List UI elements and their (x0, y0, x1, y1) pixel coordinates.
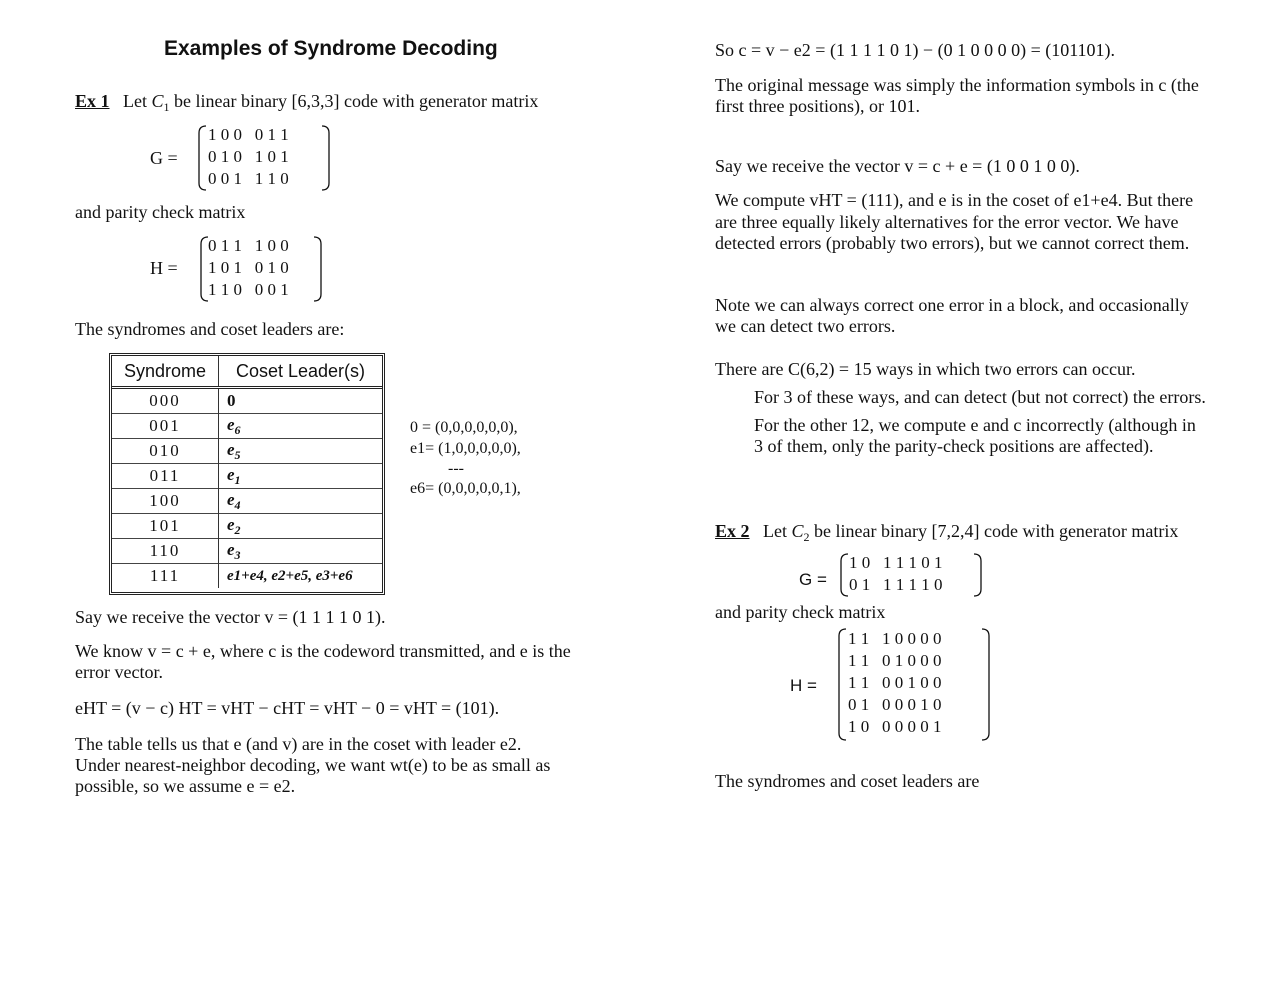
leader-sub: 4 (234, 497, 241, 512)
h-row: 0 1 1 1 0 0 (208, 236, 289, 255)
table-row (112, 414, 382, 439)
receive-text-2: Say we receive the vector v = c + e = (1 0 0 1 0 0). (715, 156, 1080, 176)
leader-cell (219, 414, 383, 439)
so-text: So c = v − e2 = (1 1 1 1 0 1) − (0 1 0 0 0 0) = (101101). (715, 40, 1116, 60)
page-title: Examples of Syndrome Decoding (164, 37, 498, 60)
h2-row: 1 0 0 0 0 0 1 (848, 717, 942, 736)
syndrome-cell: 011 (112, 464, 219, 489)
syndrome-cell: 001 (112, 414, 219, 439)
g-row: 1 0 0 0 1 1 (208, 125, 289, 144)
table-row (112, 388, 382, 414)
original-text-b: first three positions), or 101. (715, 96, 920, 116)
g-row: 0 1 0 1 0 1 (208, 147, 289, 166)
table-tells-text: The table tells us that e (and v) are in the coset with leader e2. (75, 734, 522, 754)
ex1-text-b: be linear binary [6,3,3] code with generator matrix (169, 91, 539, 111)
leader-cell (219, 489, 383, 514)
g2-matrix (849, 552, 943, 596)
e6-vector-note: e6= (0,0,0,0,0,1), (410, 480, 521, 497)
assume-text: possible, so we assume e = e2. (75, 776, 296, 796)
h-row: 1 1 0 0 0 1 (208, 280, 289, 299)
syndrome-cell: 101 (112, 514, 219, 539)
ex2-intro (715, 521, 1178, 548)
ex2-code: C (791, 521, 804, 541)
leader-sub: 2 (234, 522, 241, 537)
parity2-text: and parity check matrix (715, 602, 886, 622)
syndrome-cell: 111 (112, 564, 219, 589)
note-text-b: we can detect two errors. (715, 316, 896, 336)
leader-sub: 3 (234, 547, 241, 562)
h2-row: 1 1 0 0 1 0 0 (848, 673, 942, 692)
g2-row: 0 1 1 1 1 1 0 (849, 575, 943, 594)
syndrome-cell: 110 (112, 539, 219, 564)
for-twelve-text-a: For the other 12, we compute e and c incorrectly (although in (754, 415, 1196, 435)
know-text: We know v = c + e, where c is the codeword transmitted, and e is the error vector. (75, 641, 571, 682)
compute-text-c: detected errors (probably two errors), but we cannot correct them. (715, 233, 1190, 253)
h2-row: 1 1 0 1 0 0 0 (848, 651, 942, 670)
h2-matrix (848, 628, 942, 738)
ex1-code: C (151, 91, 164, 111)
ex1-label: Ex 1 (75, 91, 110, 111)
syndrome-cell: 010 (112, 439, 219, 464)
leader-cell (219, 464, 383, 489)
table-row (112, 564, 382, 589)
leader-sub: 1 (234, 472, 241, 487)
g2-matrix-label: G = (799, 570, 827, 589)
leader-cell: 0 (219, 388, 383, 414)
ex1-text-a: Let (123, 91, 152, 111)
g-matrix-label: G = (150, 148, 178, 168)
h2-matrix-label: H = (790, 676, 817, 695)
h2-row: 1 1 1 0 0 0 0 (848, 629, 942, 648)
leader-symbol: e (227, 514, 235, 534)
table-row (112, 489, 382, 514)
ex1-code-sub: 1 (163, 100, 170, 114)
coset-leader-header: Coset Leader(s) (219, 356, 383, 388)
syndrome-header: Syndrome (112, 356, 219, 388)
h-row: 1 0 1 0 1 0 (208, 258, 289, 277)
nearest-neighbor-text: Under nearest-neighbor decoding, we want wt(e) to be as small as (75, 755, 551, 775)
for-twelve-text-b: 3 of them, only the parity-check positions are affected). (754, 436, 1154, 456)
ex1-intro (75, 91, 538, 118)
table-row (112, 514, 382, 539)
g-row: 0 0 1 1 1 0 (208, 169, 289, 188)
table-row (112, 539, 382, 564)
g-matrix (208, 124, 289, 190)
compute-text-a: We compute vHT = (111), and e is in the coset of e1+e4. But there (715, 190, 1194, 210)
leader-sub: 5 (234, 447, 241, 462)
note-text-a: Note we can always correct one error in a block, and occasionally (715, 295, 1189, 315)
h-matrix-label: H = (150, 258, 178, 278)
original-text-a: The original message was simply the information symbols in c (the (715, 75, 1199, 95)
syndrome-table (109, 353, 385, 595)
equation-text: eHT = (v − c) HT = vHT − cHT = vHT − 0 = vHT = (101). (75, 698, 500, 718)
receive-text: Say we receive the vector v = (1 1 1 1 0 1). (75, 607, 386, 627)
ex2-code-sub: 2 (803, 530, 810, 544)
g2-row: 1 0 1 1 1 0 1 (849, 553, 943, 572)
e1-vector-note: e1= (1,0,0,0,0,0), (410, 440, 521, 457)
ex2-label: Ex 2 (715, 521, 750, 541)
leader-cell (219, 514, 383, 539)
syndromes-text: The syndromes and coset leaders are: (75, 319, 345, 339)
leader-sub: 6 (234, 422, 241, 437)
syndrome-cell: 000 (112, 388, 219, 414)
compute-text-b: are three equally likely alternatives for the error vector. We have (715, 212, 1179, 232)
leader-symbol: e (227, 414, 235, 434)
leader-cell (219, 539, 383, 564)
syndrome-cell: 100 (112, 489, 219, 514)
parity-text: and parity check matrix (75, 202, 246, 222)
for-three-text: For 3 of these ways, and can detect (but not correct) the errors. (754, 387, 1206, 407)
leader-cell: e1+e4, e2+e5, e3+e6 (219, 564, 383, 589)
ex2-let: Let (763, 521, 792, 541)
zero-vector-note: 0 = (0,0,0,0,0,0), (410, 419, 518, 436)
table-row (112, 439, 382, 464)
table-row (112, 464, 382, 489)
leader-symbol: e (227, 539, 235, 559)
ex2-text: be linear binary [7,2,4] code with generator matrix (814, 521, 1179, 541)
leader-symbol: e (227, 439, 235, 459)
leader-symbol: e (227, 489, 235, 509)
there-are-text: There are C(6,2) = 15 ways in which two errors can occur. (715, 359, 1136, 379)
syndromes2-text: The syndromes and coset leaders are (715, 771, 980, 791)
leader-cell (219, 439, 383, 464)
h-matrix (208, 235, 289, 301)
ellipsis-note: --- (448, 460, 464, 477)
leader-symbol: e (227, 464, 235, 484)
h2-row: 0 1 0 0 0 1 0 (848, 695, 942, 714)
